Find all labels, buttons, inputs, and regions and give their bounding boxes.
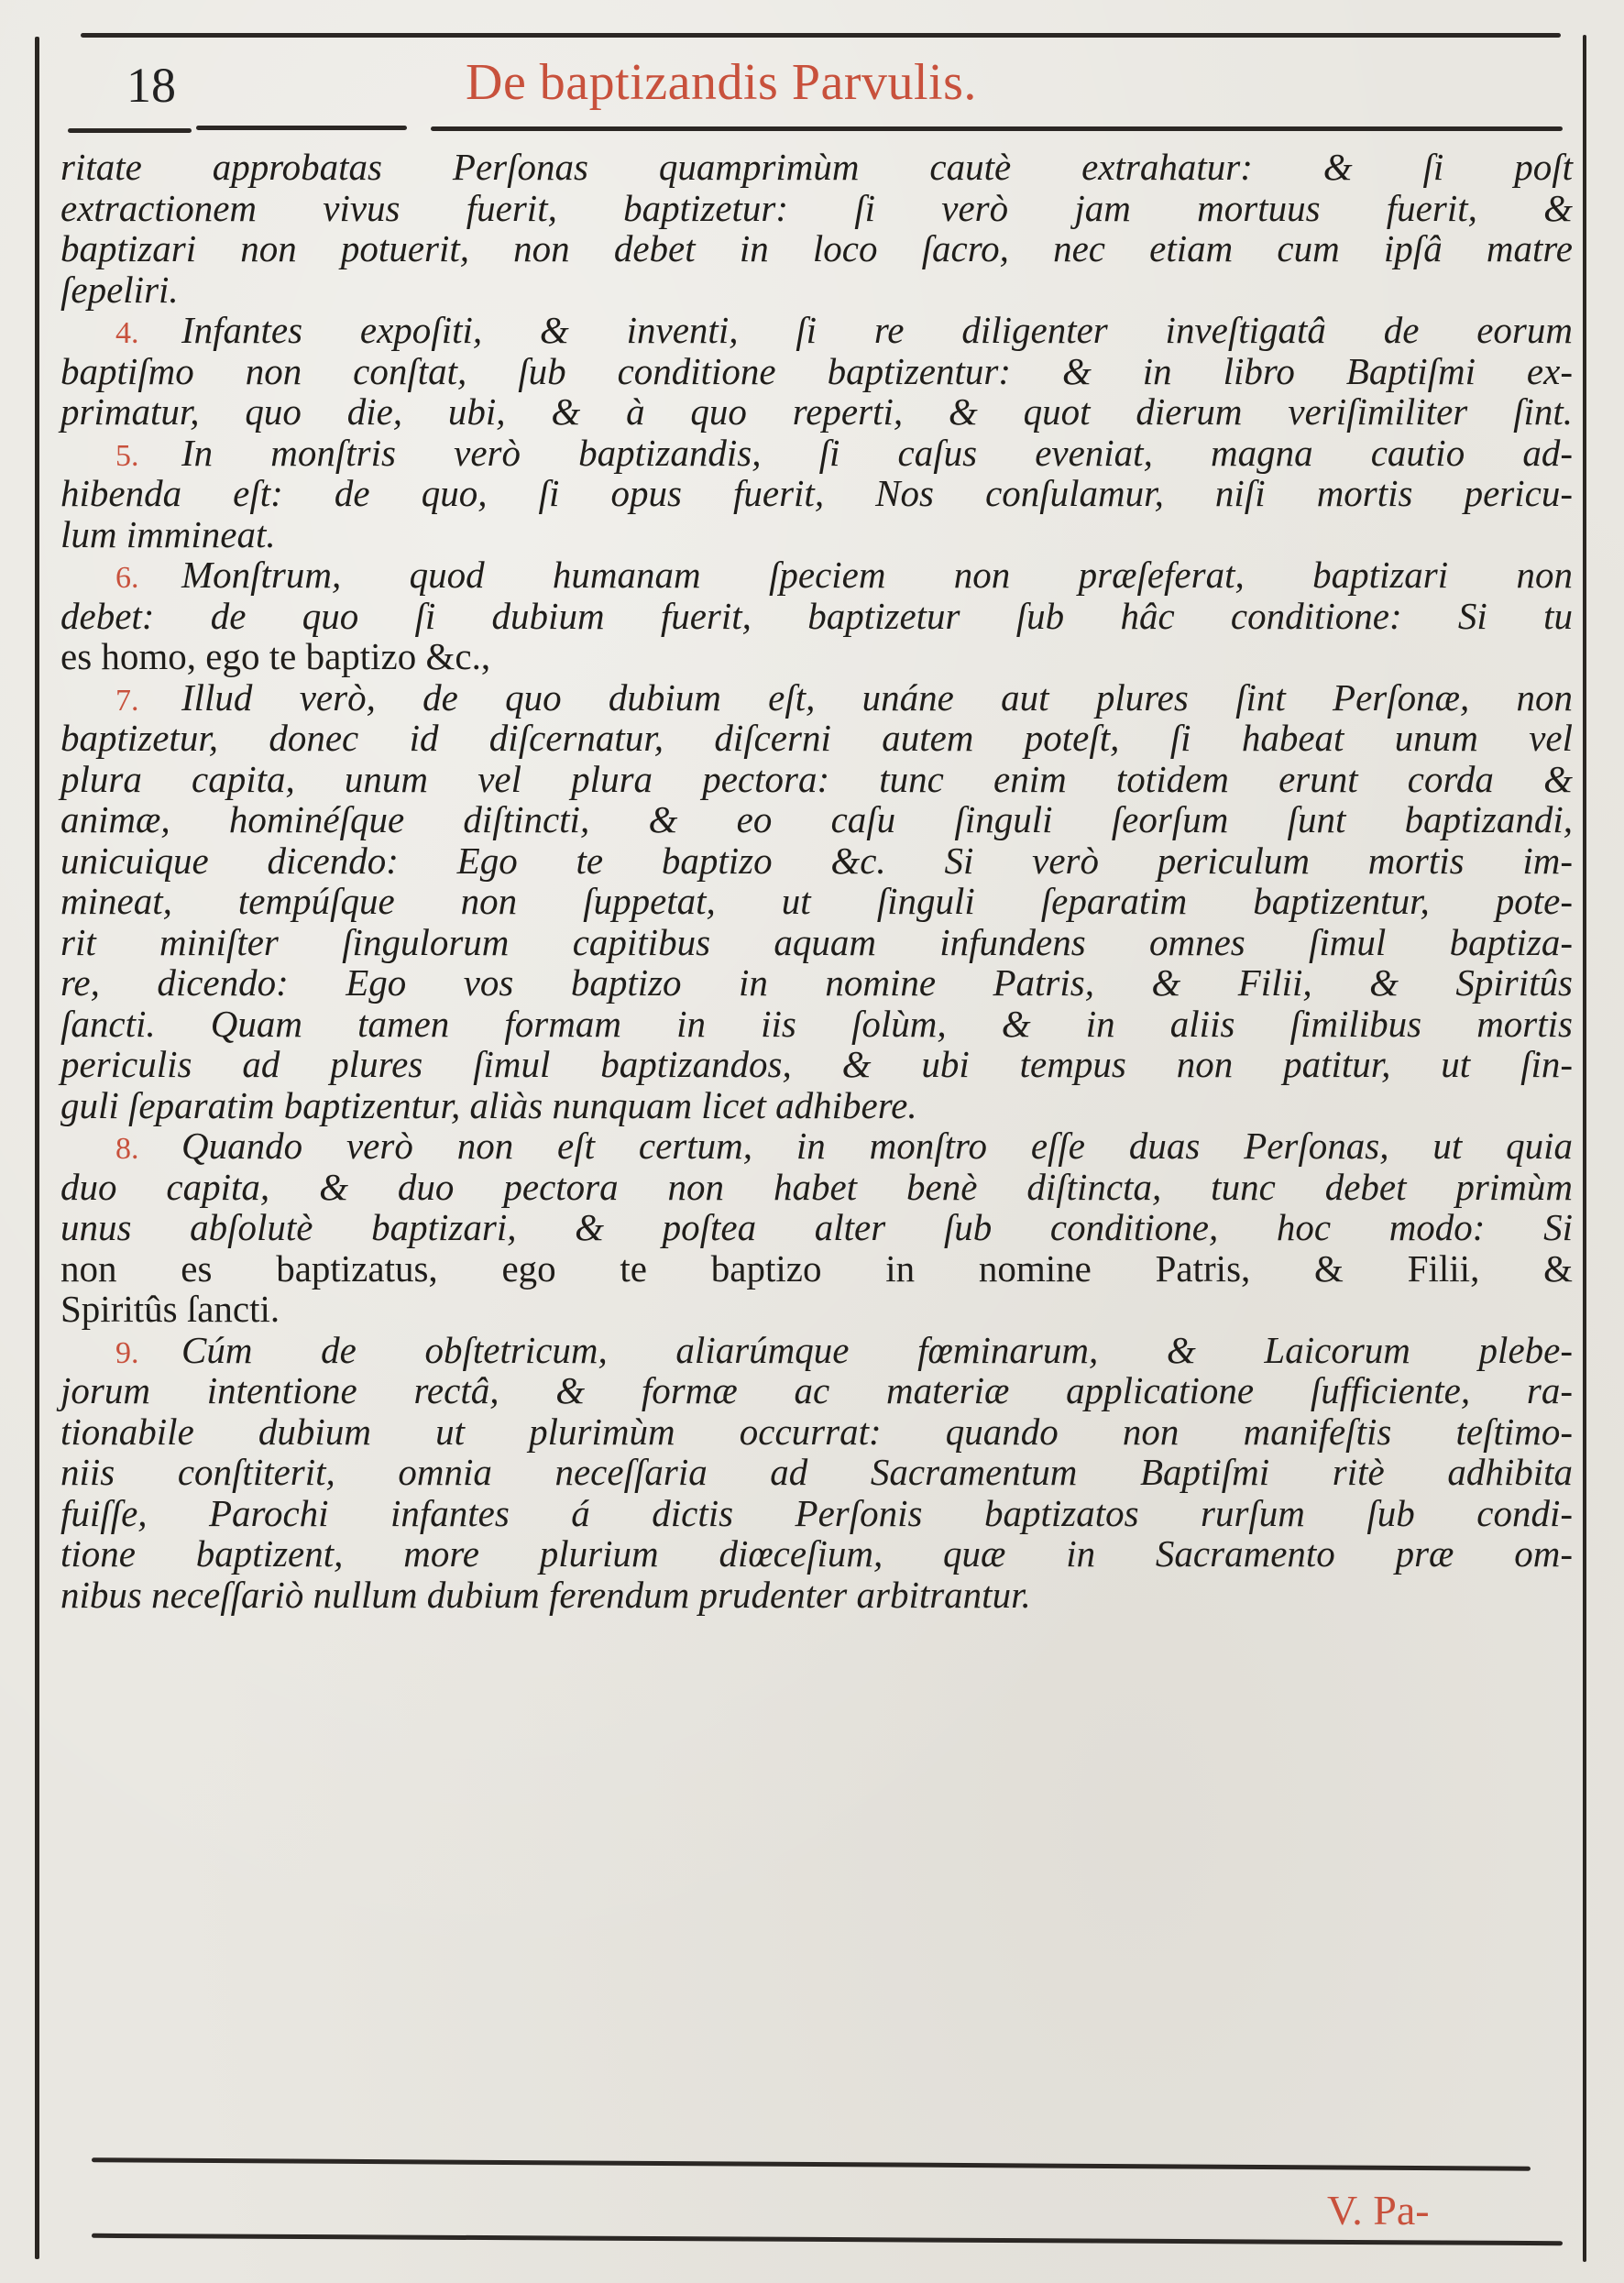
text-line: tionabile dubium ut plurimùm occurrat: quando non manifeſtis teſtimo- — [60, 1410, 1573, 1453]
paragraph — [60, 147, 1573, 310]
body-text — [60, 147, 1573, 1615]
page-frame-right-border — [1583, 35, 1586, 2262]
text-line: ſancti. Quam tamen formam in iis ſolùm, & in aliis ſimilibus mortis — [60, 1002, 1573, 1045]
text-line-with-number: 5. In monſtris verò baptizandis, ſi caſus eveniat, magna cautio ad- — [115, 431, 1573, 474]
text-line: In monſtris verò baptizandis, ſi caſus eveniat, magna cautio ad- — [181, 431, 1573, 474]
text-line-with-number: 4. Infantes expoſiti, & inventi, ſi re diligenter inveſtigatâ de eorum — [115, 309, 1573, 351]
text-line: baptizetur, donec id diſcernatur, diſcerni autem poteſt, ſi habeat unum vel — [60, 717, 1573, 759]
paragraph-9 — [60, 1330, 1573, 1616]
text-line: baptizari non potuerit, non debet in loco ſacro, nec etiam cum ipſâ matre — [60, 227, 1573, 269]
text-line: es homo, ego te baptizo &c., — [60, 635, 491, 677]
text-line: jorum intentione rectâ, & formæ ac materiæ applicatione ſufficiente, ra- — [60, 1369, 1573, 1411]
header-bottom-rule — [68, 128, 192, 133]
catchword: V. Pa- — [1327, 2187, 1430, 2234]
text-line: Quando verò non eſt certum, in monſtro eſſe duas Perſonas, ut quia — [181, 1125, 1573, 1167]
text-line: animæ, hominéſque diſtincti, & eo caſu ſinguli ſeorſum ſunt baptizandi, — [60, 798, 1573, 840]
text-line-with-number: 9. Cúm de obſtetricum, aliarúmque fœminarum, & Laicorum plebe- — [115, 1328, 1573, 1371]
text-line: Illud verò, de quo dubium eſt, unáne aut plures ſint Perſonæ, non — [181, 675, 1573, 719]
text-line: guli ſeparatim baptizentur, aliàs nunquam licet adhibere. — [60, 1083, 917, 1126]
paragraph-5 — [60, 433, 1573, 555]
footer-bottom-rule — [92, 2234, 1563, 2245]
text-line: fuiſſe, Parochi infantes á dictis Perſonis baptizatos rurſum ſub condi- — [60, 1491, 1573, 1534]
text-line: re, dicendo: Ego vos baptizo in nomine Patris, & Filii, & Spiritûs — [60, 961, 1573, 1004]
text-line: ritate approbatas Perſonas quamprimùm cautè extrahatur: & ſi poſt — [60, 146, 1573, 188]
text-line: primatur, quo die, ubi, & à quo reperti, & quot dierum veriſimiliter ſint. — [60, 390, 1573, 433]
text-line: hibenda eſt: de quo, ſi opus fuerit, Nos conſulamur, niſi mortis pericu- — [60, 472, 1573, 514]
text-line-with-number: 8. Quando verò non eſt certum, in monſtro eſſe duas Perſonas, ut quia — [115, 1125, 1573, 1167]
text-line: extractionem vivus fuerit, baptizetur: ſi verò jam mortuus fuerit, & — [60, 186, 1573, 229]
text-line: unicuique dicendo: Ego te baptizo &c. Si verò periculum mortis im- — [60, 839, 1573, 882]
running-title: De baptizandis Parvulis. — [466, 54, 977, 111]
text-line: tione baptizent, more plurium diœceſium, quæ in Sacramento præ om- — [60, 1532, 1573, 1575]
text-line: nibus neceſſariò nullum dubium ferendum prudenter arbitrantur. — [60, 1573, 1031, 1616]
header-bottom-rule — [431, 126, 1563, 131]
paragraph-4 — [60, 310, 1573, 433]
text-line: rit miniſter ſingulorum capitibus aquam infundens omnes ſimul baptiza- — [60, 920, 1573, 963]
text-line: niis conſtiterit, omnia neceſſaria ad Sacramentum Baptiſmi ritè adhibita — [60, 1451, 1573, 1493]
text-line: plura capita, unum vel plura pectora: tunc enim totidem erunt corda & — [60, 757, 1573, 800]
text-line: non es baptizatus, ego te baptizo in nomine Patris, & Filii, & — [60, 1246, 1573, 1290]
paragraph-6 — [60, 554, 1573, 677]
text-line: duo capita, & duo pectora non habet benè diſtincta, tunc debet primùm — [60, 1165, 1573, 1208]
text-line: Spiritûs ſancti. — [60, 1288, 280, 1330]
page-frame-left-border — [35, 37, 39, 2259]
text-line: Infantes expoſiti, & inventi, ſi re diligenter inveſtigatâ de eorum — [181, 309, 1573, 351]
text-line: Cúm de obſtetricum, aliarúmque fœminarum, & Laicorum plebe- — [181, 1328, 1573, 1371]
paragraph-8 — [60, 1125, 1573, 1330]
text-line: ſepeliri. — [60, 268, 179, 311]
header-top-rule — [81, 33, 1561, 38]
text-line: periculis ad plures ſimul baptizandos, & ubi tempus non patitur, ut ſin- — [60, 1043, 1573, 1085]
page-number: 18 — [126, 58, 176, 113]
paragraph-7 — [60, 677, 1573, 1126]
text-line: lum immineat. — [60, 512, 276, 555]
footer-top-rule — [92, 2157, 1531, 2171]
text-line-with-number: 7. Illud verò, de quo dubium eſt, unáne aut plures ſint Perſonæ, non — [115, 675, 1573, 719]
text-line-with-number: 6. Monſtrum, quod humanam ſpeciem non præſeferat, baptizari non — [115, 554, 1573, 596]
text-line: unus abſolutè baptizari, & poſtea alter ſub conditione, hoc modo: Si — [60, 1206, 1573, 1248]
text-line: debet: de quo ſi dubium fuerit, baptizetur ſub hâc conditione: Si tu — [60, 594, 1573, 637]
text-line: baptiſmo non conſtat, ſub conditione baptizentur: & in libro Baptiſmi ex- — [60, 349, 1573, 392]
text-line: Monſtrum, quod humanam ſpeciem non præſeferat, baptizari non — [181, 554, 1573, 596]
text-line: mineat, tempúſque non ſuppetat, ut ſinguli ſeparatim baptizentur, pote- — [60, 880, 1573, 922]
header-bottom-rule — [196, 126, 407, 130]
